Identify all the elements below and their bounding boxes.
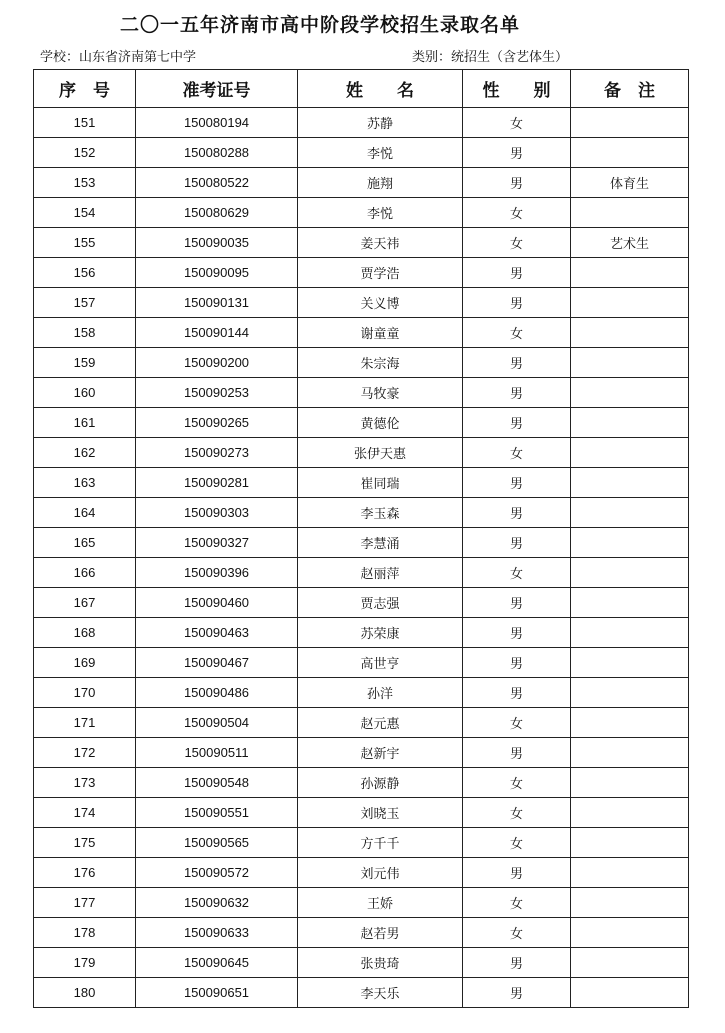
exam-id-cell: 150090632 xyxy=(136,888,298,918)
table-row xyxy=(34,378,689,408)
student-name-cell: 刘晓玉 xyxy=(298,798,463,828)
student-name-cell: 李悦 xyxy=(298,138,463,168)
note-cell xyxy=(571,288,689,318)
gender-cell: 女 xyxy=(463,708,571,738)
document-title: 二〇一五年济南市高中阶段学校招生录取名单 xyxy=(119,14,520,36)
student-name-cell: 方千千 xyxy=(298,828,463,858)
exam-id-cell: 150090651 xyxy=(136,978,298,1008)
gender-cell: 男 xyxy=(463,138,571,168)
table-row xyxy=(34,168,689,198)
header-gender: 性 别 xyxy=(463,70,571,108)
gender-cell: 男 xyxy=(463,528,571,558)
exam-id-cell: 150090572 xyxy=(136,858,298,888)
gender-cell: 女 xyxy=(463,888,571,918)
exam-id-cell: 150090565 xyxy=(136,828,298,858)
seq-cell: 167 xyxy=(34,588,136,618)
table-row xyxy=(34,528,689,558)
note-cell xyxy=(571,138,689,168)
seq-cell: 172 xyxy=(34,738,136,768)
table-row xyxy=(34,408,689,438)
note-cell xyxy=(571,978,689,1008)
note-cell xyxy=(571,498,689,528)
table-row xyxy=(34,858,689,888)
seq-cell: 165 xyxy=(34,528,136,558)
exam-id-cell: 150090460 xyxy=(136,588,298,618)
gender-cell: 女 xyxy=(463,828,571,858)
student-name-cell: 贾学浩 xyxy=(298,258,463,288)
header-seq: 序 号 xyxy=(34,70,136,108)
student-name-cell: 施翔 xyxy=(298,168,463,198)
seq-cell: 178 xyxy=(34,918,136,948)
exam-id-cell: 150090281 xyxy=(136,468,298,498)
seq-cell: 151 xyxy=(34,108,136,138)
note-cell xyxy=(571,768,689,798)
student-name-cell: 李天乐 xyxy=(298,978,463,1008)
note-cell xyxy=(571,108,689,138)
exam-id-cell: 150090504 xyxy=(136,708,298,738)
gender-cell: 女 xyxy=(463,918,571,948)
seq-cell: 157 xyxy=(34,288,136,318)
seq-cell: 168 xyxy=(34,618,136,648)
gender-cell: 男 xyxy=(463,678,571,708)
table-row xyxy=(34,918,689,948)
gender-cell: 女 xyxy=(463,438,571,468)
exam-id-cell: 150090131 xyxy=(136,288,298,318)
seq-cell: 171 xyxy=(34,708,136,738)
exam-id-cell: 150090253 xyxy=(136,378,298,408)
exam-id-cell: 150090035 xyxy=(136,228,298,258)
exam-id-cell: 150090645 xyxy=(136,948,298,978)
student-name-cell: 张贵琦 xyxy=(298,948,463,978)
student-name-cell: 赵丽萍 xyxy=(298,558,463,588)
student-name-cell: 谢童童 xyxy=(298,318,463,348)
gender-cell: 男 xyxy=(463,588,571,618)
note-cell xyxy=(571,438,689,468)
seq-cell: 180 xyxy=(34,978,136,1008)
table-row xyxy=(34,108,689,138)
exam-id-cell: 150080194 xyxy=(136,108,298,138)
table-row xyxy=(34,768,689,798)
exam-id-cell: 150090327 xyxy=(136,528,298,558)
seq-cell: 164 xyxy=(34,498,136,528)
seq-cell: 175 xyxy=(34,828,136,858)
note-cell xyxy=(571,198,689,228)
admission-table xyxy=(33,69,689,1008)
table-row xyxy=(34,708,689,738)
table-row xyxy=(34,948,689,978)
note-cell xyxy=(571,738,689,768)
gender-cell: 男 xyxy=(463,408,571,438)
student-name-cell: 刘元伟 xyxy=(298,858,463,888)
student-name-cell: 姜天祎 xyxy=(298,228,463,258)
gender-cell: 男 xyxy=(463,258,571,288)
seq-cell: 153 xyxy=(34,168,136,198)
gender-cell: 男 xyxy=(463,948,571,978)
student-name-cell: 孙源静 xyxy=(298,768,463,798)
table-body xyxy=(34,108,689,1008)
gender-cell: 女 xyxy=(463,558,571,588)
gender-cell: 男 xyxy=(463,978,571,1008)
student-name-cell: 苏荣康 xyxy=(298,618,463,648)
table-row xyxy=(34,498,689,528)
note-cell: 艺术生 xyxy=(571,228,689,258)
table-row xyxy=(34,888,689,918)
seq-cell: 179 xyxy=(34,948,136,978)
table-row xyxy=(34,318,689,348)
student-name-cell: 赵新宇 xyxy=(298,738,463,768)
exam-id-cell: 150090467 xyxy=(136,648,298,678)
exam-id-cell: 150090551 xyxy=(136,798,298,828)
student-name-cell: 孙洋 xyxy=(298,678,463,708)
seq-cell: 156 xyxy=(34,258,136,288)
table-row xyxy=(34,648,689,678)
student-name-cell: 马牧豪 xyxy=(298,378,463,408)
gender-cell: 女 xyxy=(463,108,571,138)
student-name-cell: 赵若男 xyxy=(298,918,463,948)
table-row xyxy=(34,348,689,378)
seq-cell: 155 xyxy=(34,228,136,258)
note-cell xyxy=(571,828,689,858)
table-row xyxy=(34,288,689,318)
note-cell xyxy=(571,258,689,288)
gender-cell: 男 xyxy=(463,738,571,768)
exam-id-cell: 150090463 xyxy=(136,618,298,648)
note-cell xyxy=(571,648,689,678)
note-cell xyxy=(571,618,689,648)
gender-cell: 男 xyxy=(463,858,571,888)
gender-cell: 男 xyxy=(463,348,571,378)
table-row xyxy=(34,678,689,708)
table-row xyxy=(34,258,689,288)
gender-cell: 女 xyxy=(463,798,571,828)
gender-cell: 男 xyxy=(463,288,571,318)
exam-id-cell: 150090273 xyxy=(136,438,298,468)
student-name-cell: 崔同瑞 xyxy=(298,468,463,498)
note-cell xyxy=(571,708,689,738)
exam-id-cell: 150090200 xyxy=(136,348,298,378)
exam-id-cell: 150090144 xyxy=(136,318,298,348)
table-row xyxy=(34,138,689,168)
exam-id-cell: 150090633 xyxy=(136,918,298,948)
student-name-cell: 朱宗海 xyxy=(298,348,463,378)
gender-cell: 男 xyxy=(463,168,571,198)
header-name: 姓 名 xyxy=(298,70,463,108)
seq-cell: 158 xyxy=(34,318,136,348)
exam-id-cell: 150090095 xyxy=(136,258,298,288)
table-row xyxy=(34,558,689,588)
seq-cell: 154 xyxy=(34,198,136,228)
exam-id-cell: 150090265 xyxy=(136,408,298,438)
gender-cell: 女 xyxy=(463,318,571,348)
seq-cell: 152 xyxy=(34,138,136,168)
gender-cell: 男 xyxy=(463,378,571,408)
student-name-cell: 张伊天惠 xyxy=(298,438,463,468)
note-cell xyxy=(571,348,689,378)
note-cell xyxy=(571,888,689,918)
exam-id-cell: 150090511 xyxy=(136,738,298,768)
student-name-cell: 苏静 xyxy=(298,108,463,138)
student-name-cell: 贾志强 xyxy=(298,588,463,618)
seq-cell: 174 xyxy=(34,798,136,828)
seq-cell: 162 xyxy=(34,438,136,468)
exam-id-cell: 150080288 xyxy=(136,138,298,168)
table-row xyxy=(34,828,689,858)
table-row xyxy=(34,438,689,468)
gender-cell: 男 xyxy=(463,618,571,648)
student-name-cell: 黄德伦 xyxy=(298,408,463,438)
exam-id-cell: 150080522 xyxy=(136,168,298,198)
gender-cell: 男 xyxy=(463,468,571,498)
seq-cell: 177 xyxy=(34,888,136,918)
note-cell xyxy=(571,678,689,708)
note-cell xyxy=(571,948,689,978)
exam-id-cell: 150090303 xyxy=(136,498,298,528)
table-row xyxy=(34,198,689,228)
seq-cell: 169 xyxy=(34,648,136,678)
student-name-cell: 李玉森 xyxy=(298,498,463,528)
school-label: 学校：山东省济南第七中学 xyxy=(40,50,197,65)
seq-cell: 160 xyxy=(34,378,136,408)
student-name-cell: 高世亨 xyxy=(298,648,463,678)
seq-cell: 166 xyxy=(34,558,136,588)
note-cell xyxy=(571,558,689,588)
table-row xyxy=(34,228,689,258)
table-row xyxy=(34,618,689,648)
gender-cell: 男 xyxy=(463,498,571,528)
table-row xyxy=(34,738,689,768)
seq-cell: 170 xyxy=(34,678,136,708)
note-cell xyxy=(571,858,689,888)
seq-cell: 161 xyxy=(34,408,136,438)
note-cell xyxy=(571,318,689,348)
table-header-row xyxy=(34,70,689,108)
note-cell xyxy=(571,588,689,618)
student-name-cell: 王娇 xyxy=(298,888,463,918)
table-row xyxy=(34,798,689,828)
student-name-cell: 关义博 xyxy=(298,288,463,318)
gender-cell: 男 xyxy=(463,648,571,678)
header-exam-id: 准考证号 xyxy=(136,70,298,108)
gender-cell: 女 xyxy=(463,768,571,798)
table-row xyxy=(34,588,689,618)
student-name-cell: 李慧涌 xyxy=(298,528,463,558)
note-cell xyxy=(571,798,689,828)
seq-cell: 176 xyxy=(34,858,136,888)
category-label: 类别：统招生（含艺体生） xyxy=(412,50,569,65)
table-row xyxy=(34,978,689,1008)
note-cell: 体育生 xyxy=(571,168,689,198)
header-note: 备 注 xyxy=(571,70,689,108)
table-row xyxy=(34,468,689,498)
exam-id-cell: 150090486 xyxy=(136,678,298,708)
note-cell xyxy=(571,378,689,408)
note-cell xyxy=(571,468,689,498)
note-cell xyxy=(571,918,689,948)
seq-cell: 163 xyxy=(34,468,136,498)
exam-id-cell: 150090396 xyxy=(136,558,298,588)
student-name-cell: 李悦 xyxy=(298,198,463,228)
gender-cell: 女 xyxy=(463,198,571,228)
exam-id-cell: 150080629 xyxy=(136,198,298,228)
note-cell xyxy=(571,408,689,438)
gender-cell: 女 xyxy=(463,228,571,258)
exam-id-cell: 150090548 xyxy=(136,768,298,798)
student-name-cell: 赵元惠 xyxy=(298,708,463,738)
seq-cell: 173 xyxy=(34,768,136,798)
note-cell xyxy=(571,528,689,558)
seq-cell: 159 xyxy=(34,348,136,378)
